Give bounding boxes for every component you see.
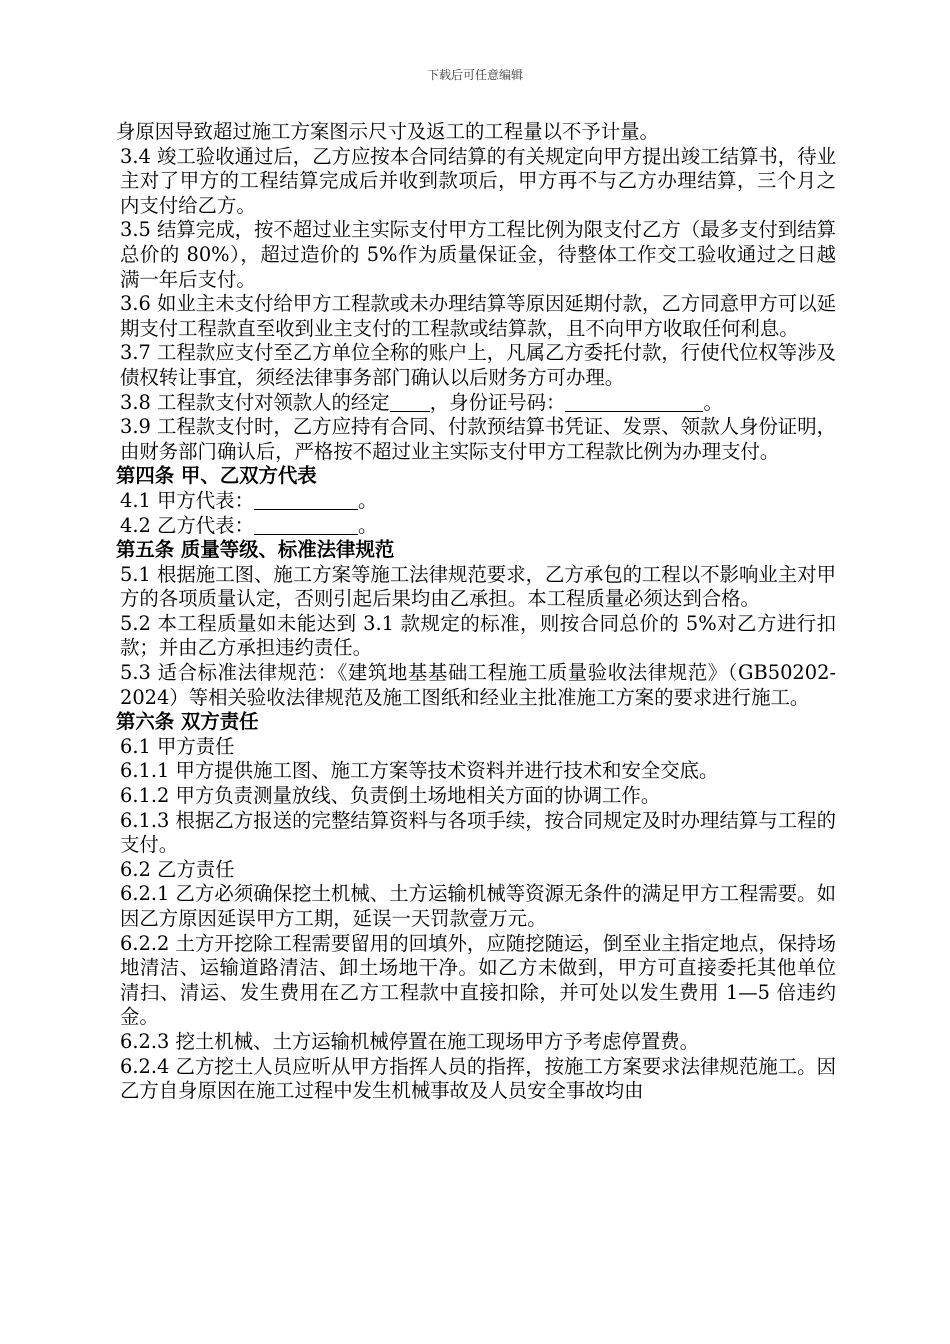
clause-4-2 xyxy=(116,514,836,539)
clause-6-2-2: 6.2.2 土方开挖除工程需要留用的回填外，应随挖随运，倒至业主指定地点，保持场地清洁、运输道路清洁、卸土场地干净。如乙方未做到，甲方可直接委托其他单位清扫、清运、发生费用在乙方工程款中直接扣除，并可处以发生费用 1—5 倍违约金。 xyxy=(120,931,836,1029)
clause-3-6: 3.6 如业主未支付给甲方工程款或未办理结算等原因延期付款，乙方同意甲方可以延期支付工程款直至收到业主支付的工程款或结算款，且不向甲方收取任何利息。 xyxy=(120,292,836,340)
clause-4-1 xyxy=(116,489,836,514)
party-a-rep-blank xyxy=(254,489,358,510)
document-body xyxy=(116,120,836,1104)
clause-6-2-1: 6.2.1 乙方必须确保挖土机械、土方运输机械等资源无条件的满足甲方工程需要。如因乙方原因延误甲方工期，延误一天罚款壹万元。 xyxy=(120,882,836,930)
clause-3-9: 3.9 工程款支付时，乙方应持有合同、付款预结算书凭证、发票、领款人身份证明，由财务部门确认后，严格按不超过业主实际支付甲方工程款比例为办理支付。 xyxy=(120,415,836,463)
paragraph: 身原因导致超过施工方案图示尺寸及返工的工程量以不予计量。 xyxy=(116,120,659,143)
article-4-heading: 第四条 甲、乙双方代表 xyxy=(116,464,317,488)
clause-6-1-1: 6.1.1 甲方提供施工图、施工方案等技术资料并进行技术和安全交底。 xyxy=(120,759,719,783)
clause-3-5: 3.5 结算完成，按不超过业主实际支付甲方工程比例为限支付乙方（最多支付到结算总价的 80%），超过造价的 5%作为质量保证金，待整体工作交工验收通过之日越满一年后支付。 xyxy=(120,218,836,291)
clause-3-4: 3.4 竣工验收通过后，乙方应按本合同结算的有关规定向甲方提出竣工结算书，待业主对了甲方的工程结算完成后并收到款项后，甲方再不与乙方办理结算，三个月之内支付给乙方。 xyxy=(120,144,836,217)
id-number-blank xyxy=(565,391,703,412)
clause-4-1-text: 4.1 甲方代表： xyxy=(120,488,254,512)
clause-5-1: 5.1 根据施工图、施工方案等施工法律规范要求，乙方承包的工程以不影响业主对甲方的各项质量认定，否则引起后果均由乙承担。本工程质量必须达到合格。 xyxy=(120,562,836,611)
payee-blank xyxy=(390,391,430,412)
clause-6-2-4: 6.2.4 乙方挖土人员应听从甲方指挥人员的指挥，按施工方案要求法律规范施工。因乙方自身原因在施工过程中发生机械事故及人员安全事故均由 xyxy=(120,1054,836,1103)
clause-3-8-text-a: 3.8 工程款支付对领款人的经定 xyxy=(120,390,390,414)
clause-6-2: 6.2 乙方责任 xyxy=(120,857,235,881)
clause-6-2-3: 6.2.3 挖土机械、土方运输机械停置在施工现场甲方予考虑停置费。 xyxy=(120,1029,700,1053)
clause-4-2-text: 4.2 乙方代表： xyxy=(120,513,254,537)
clause-4-2-end: 。 xyxy=(357,513,378,537)
clause-5-3: 5.3 适合标准法律规范：《建筑地基基础工程施工质量验收法律规范》（GB50202-2024）等相关验收法律规范及施工图纸和经业主批准施工方案的要求进行施工。 xyxy=(120,661,836,709)
clause-6-1-2: 6.1.2 甲方负责测量放线、负责倒土场地相关方面的协调工作。 xyxy=(120,784,661,808)
clause-4-1-end: 。 xyxy=(357,488,378,512)
clause-3-8 xyxy=(116,391,836,416)
clause-3-7: 3.7 工程款应支付至乙方单位全称的账户上，凡属乙方委托付款，行使代位权等涉及债权转让事宜，须经法律事务部门确认以后财务方可办理。 xyxy=(120,341,836,389)
page-header-note: 下载后可任意编辑 xyxy=(426,68,523,82)
clause-6-1-3: 6.1.3 根据乙方报送的完整结算资料与各项手续，按合同规定及时办理结算与工程的支付。 xyxy=(120,808,836,857)
article-5-heading: 第五条 质量等级、标准法律规范 xyxy=(116,538,395,562)
clause-3-8-text-b: ，身份证号码： xyxy=(429,390,566,414)
clause-5-2: 5.2 本工程质量如未能达到 3.1 款规定的标准，则按合同总价的 5%对乙方进行扣款；并由乙方承担违约责任。 xyxy=(120,611,836,660)
article-6-heading: 第六条 双方责任 xyxy=(116,710,259,734)
clause-6-1: 6.1 甲方责任 xyxy=(120,734,235,758)
clause-3-8-text-c: 。 xyxy=(703,390,723,414)
party-b-rep-blank xyxy=(254,514,358,535)
